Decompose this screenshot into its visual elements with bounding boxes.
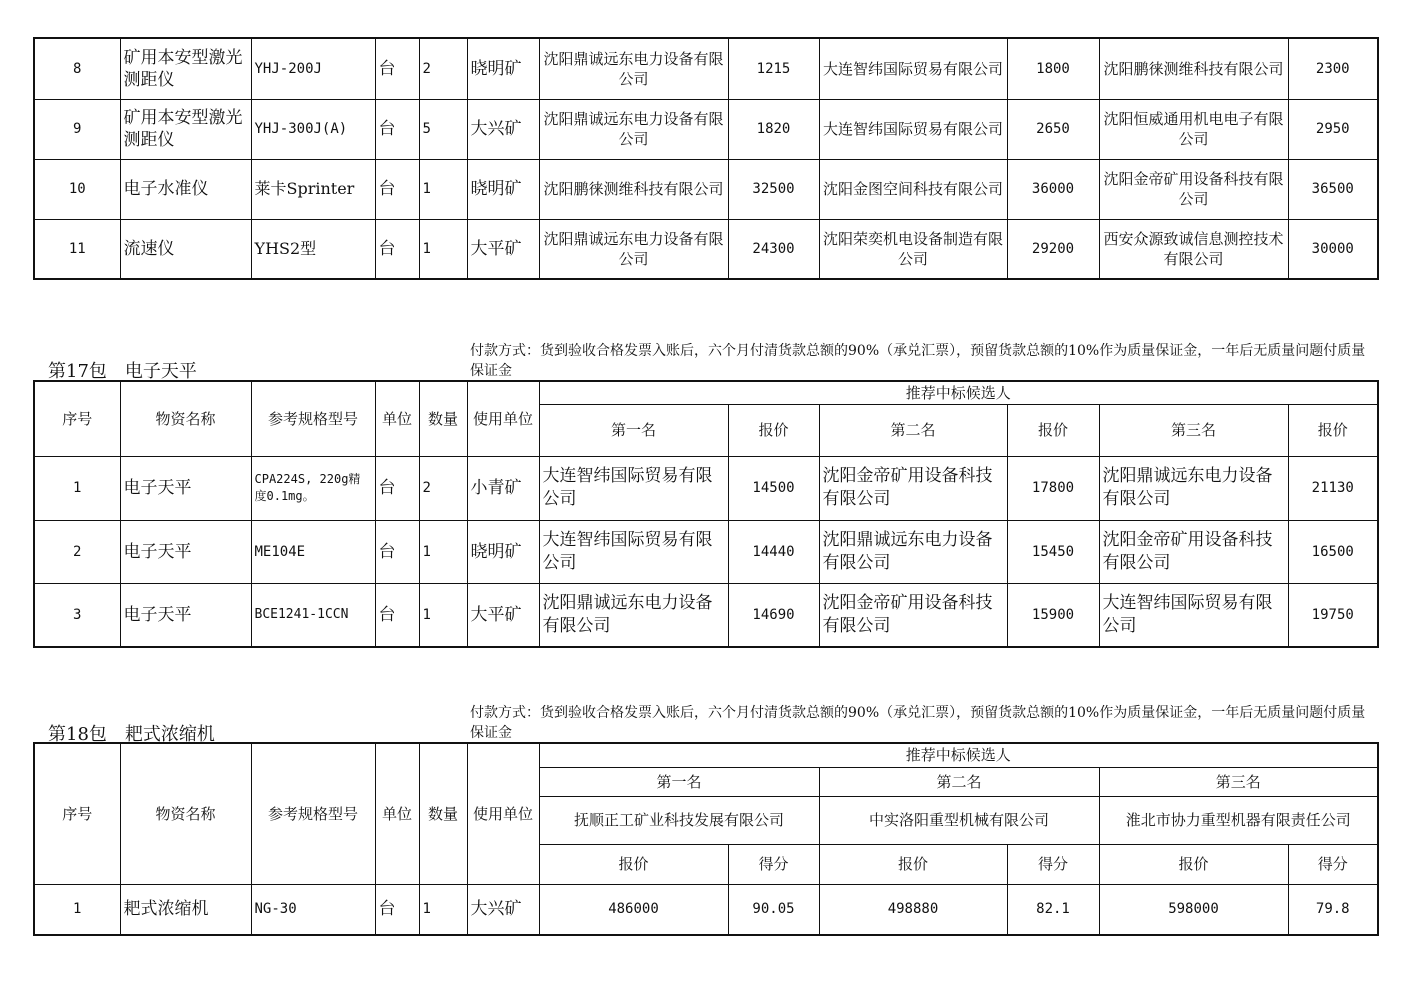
- candidate-second: 沈阳金帝矿用设备科技有限公司: [819, 456, 1007, 520]
- price-first: 14440: [728, 520, 819, 583]
- item-name: 电子天平: [120, 583, 251, 647]
- package-17-title: 第17包 电子天平: [48, 361, 197, 382]
- package-18-payment-terms: 付款方式：货到验收合格发票入账后，六个月付清货款总额的90%（承兑汇票），预留货款总额的10%作为质量保证金，一年后无质量问题付质量保证金: [470, 705, 1366, 741]
- item-name: 矿用本安型激光测距仪: [120, 99, 251, 159]
- price-second: 2650: [1007, 99, 1099, 159]
- candidate-second: 大连智纬国际贸易有限公司: [819, 38, 1007, 99]
- header-price: 报价: [1007, 404, 1099, 456]
- row-number: 3: [34, 583, 120, 647]
- candidate-first: 沈阳鼎诚远东电力设备有限公司: [539, 583, 728, 647]
- item-model: CPA224S, 220g精度0.1mg。: [251, 456, 375, 520]
- candidate-second: 沈阳鼎诚远东电力设备有限公司: [819, 520, 1007, 583]
- candidate-third: 西安众源致诚信息测控技术有限公司: [1099, 219, 1288, 279]
- price-second: 1800: [1007, 38, 1099, 99]
- item-model: 莱卡Sprinter: [251, 159, 375, 219]
- item-unit: 台: [375, 38, 419, 99]
- item-name: 耙式浓缩机: [120, 884, 251, 935]
- candidate-second: 大连智纬国际贸易有限公司: [819, 99, 1007, 159]
- header-second: 第二名: [819, 404, 1007, 456]
- candidate-third: 沈阳金帝矿用设备科技有限公司: [1099, 159, 1288, 219]
- table-row: [34, 159, 1378, 219]
- price-first: 1215: [728, 38, 819, 99]
- header-price: 报价: [1288, 404, 1378, 456]
- header-unit: 单位: [375, 381, 419, 456]
- row-number: 10: [34, 159, 120, 219]
- score-second: 82.1: [1007, 884, 1099, 935]
- item-user: 大兴矿: [467, 99, 539, 159]
- header-price: 报价: [1099, 844, 1288, 884]
- candidate-second: 沈阳金图空间科技有限公司: [819, 159, 1007, 219]
- header-candidates: 推荐中标候选人: [539, 381, 1378, 404]
- item-model: YHS2型: [251, 219, 375, 279]
- header-third: 第三名: [1099, 404, 1288, 456]
- item-name: 电子天平: [120, 456, 251, 520]
- header-second: 第二名: [819, 767, 1099, 796]
- candidate-third: 沈阳金帝矿用设备科技有限公司: [1099, 520, 1288, 583]
- price-second: 498880: [819, 884, 1007, 935]
- header-qty: 数量: [419, 381, 467, 456]
- table-row: [34, 99, 1378, 159]
- row-number: 1: [34, 884, 120, 935]
- item-qty: 1: [419, 219, 467, 279]
- item-user: 晓明矿: [467, 159, 539, 219]
- header-candidates: 推荐中标候选人: [539, 743, 1378, 767]
- candidate-first: 沈阳鹏徕测维科技有限公司: [539, 159, 728, 219]
- price-second: 36000: [1007, 159, 1099, 219]
- header-price: 报价: [728, 404, 819, 456]
- item-unit: 台: [375, 520, 419, 583]
- header-user: 使用单位: [467, 743, 539, 884]
- item-name: 电子水准仪: [120, 159, 251, 219]
- candidate-first: 抚顺正工矿业科技发展有限公司: [539, 796, 819, 844]
- item-model: YHJ-200J: [251, 38, 375, 99]
- price-third: 2300: [1288, 38, 1378, 99]
- price-third: 2950: [1288, 99, 1378, 159]
- table-row: [34, 38, 1378, 99]
- price-second: 29200: [1007, 219, 1099, 279]
- table-row: [34, 456, 1378, 520]
- price-first: 1820: [728, 99, 819, 159]
- price-third: 21130: [1288, 456, 1378, 520]
- header-unit: 单位: [375, 743, 419, 884]
- table-row: [34, 219, 1378, 279]
- header-user: 使用单位: [467, 381, 539, 456]
- candidate-third: 沈阳鼎诚远东电力设备有限公司: [1099, 456, 1288, 520]
- item-name: 矿用本安型激光测距仪: [120, 38, 251, 99]
- equipment-table-continued: [33, 37, 1379, 280]
- table-row: [34, 520, 1378, 583]
- header-row: [34, 743, 1378, 767]
- candidate-second: 中实洛阳重型机械有限公司: [819, 796, 1099, 844]
- item-user: 晓明矿: [467, 38, 539, 99]
- package-17-table: [33, 380, 1379, 648]
- row-number: 11: [34, 219, 120, 279]
- row-number: 2: [34, 520, 120, 583]
- price-third: 16500: [1288, 520, 1378, 583]
- item-unit: 台: [375, 884, 419, 935]
- header-row: [34, 381, 1378, 404]
- item-qty: 2: [419, 456, 467, 520]
- header-model: 参考规格型号: [251, 743, 375, 884]
- item-name: 流速仪: [120, 219, 251, 279]
- package-18-title: 第18包 耙式浓缩机: [48, 724, 215, 745]
- item-unit: 台: [375, 583, 419, 647]
- header-third: 第三名: [1099, 767, 1378, 796]
- price-first: 14500: [728, 456, 819, 520]
- header-name: 物资名称: [120, 743, 251, 884]
- candidate-first: 沈阳鼎诚远东电力设备有限公司: [539, 219, 728, 279]
- candidate-first: 沈阳鼎诚远东电力设备有限公司: [539, 38, 728, 99]
- header-no: 序号: [34, 381, 120, 456]
- price-first: 486000: [539, 884, 728, 935]
- item-unit: 台: [375, 99, 419, 159]
- header-price: 报价: [539, 844, 728, 884]
- item-qty: 5: [419, 99, 467, 159]
- price-second: 17800: [1007, 456, 1099, 520]
- score-third: 79.8: [1288, 884, 1378, 935]
- item-model: BCE1241-1CCN: [251, 583, 375, 647]
- price-third: 30000: [1288, 219, 1378, 279]
- row-number: 1: [34, 456, 120, 520]
- price-third: 36500: [1288, 159, 1378, 219]
- price-third: 598000: [1099, 884, 1288, 935]
- item-unit: 台: [375, 219, 419, 279]
- table-row: [34, 583, 1378, 647]
- candidate-first: 大连智纬国际贸易有限公司: [539, 520, 728, 583]
- item-model: YHJ-300J(A): [251, 99, 375, 159]
- header-qty: 数量: [419, 743, 467, 884]
- price-second: 15450: [1007, 520, 1099, 583]
- candidate-second: 沈阳金帝矿用设备科技有限公司: [819, 583, 1007, 647]
- header-name: 物资名称: [120, 381, 251, 456]
- price-first: 32500: [728, 159, 819, 219]
- item-qty: 1: [419, 583, 467, 647]
- candidate-third: 沈阳鹏徕测维科技有限公司: [1099, 38, 1288, 99]
- item-model: NG-30: [251, 884, 375, 935]
- header-no: 序号: [34, 743, 120, 884]
- price-second: 15900: [1007, 583, 1099, 647]
- score-first: 90.05: [728, 884, 819, 935]
- candidate-third: 淮北市协力重型机器有限责任公司: [1099, 796, 1378, 844]
- row-number: 9: [34, 99, 120, 159]
- package-18-table: [33, 742, 1379, 936]
- header-first: 第一名: [539, 767, 819, 796]
- candidate-third: 大连智纬国际贸易有限公司: [1099, 583, 1288, 647]
- price-first: 24300: [728, 219, 819, 279]
- item-unit: 台: [375, 159, 419, 219]
- item-user: 小青矿: [467, 456, 539, 520]
- item-qty: 1: [419, 520, 467, 583]
- item-qty: 2: [419, 38, 467, 99]
- item-model: ME104E: [251, 520, 375, 583]
- candidate-second: 沈阳荣奕机电设备制造有限公司: [819, 219, 1007, 279]
- package-17-payment-terms: 付款方式：货到验收合格发票入账后，六个月付清货款总额的90%（承兑汇票），预留货款总额的10%作为质量保证金，一年后无质量问题付质量保证金: [470, 343, 1366, 379]
- candidate-third: 沈阳恒威通用机电电子有限公司: [1099, 99, 1288, 159]
- row-number: 8: [34, 38, 120, 99]
- item-name: 电子天平: [120, 520, 251, 583]
- item-user: 大平矿: [467, 583, 539, 647]
- header-score: 得分: [1288, 844, 1378, 884]
- header-score: 得分: [728, 844, 819, 884]
- item-unit: 台: [375, 456, 419, 520]
- table-row: [34, 884, 1378, 935]
- price-first: 14690: [728, 583, 819, 647]
- header-price: 报价: [819, 844, 1007, 884]
- item-user: 大平矿: [467, 219, 539, 279]
- header-first: 第一名: [539, 404, 728, 456]
- header-score: 得分: [1007, 844, 1099, 884]
- item-qty: 1: [419, 884, 467, 935]
- item-qty: 1: [419, 159, 467, 219]
- candidate-first: 大连智纬国际贸易有限公司: [539, 456, 728, 520]
- header-model: 参考规格型号: [251, 381, 375, 456]
- item-user: 晓明矿: [467, 520, 539, 583]
- price-third: 19750: [1288, 583, 1378, 647]
- item-user: 大兴矿: [467, 884, 539, 935]
- candidate-first: 沈阳鼎诚远东电力设备有限公司: [539, 99, 728, 159]
